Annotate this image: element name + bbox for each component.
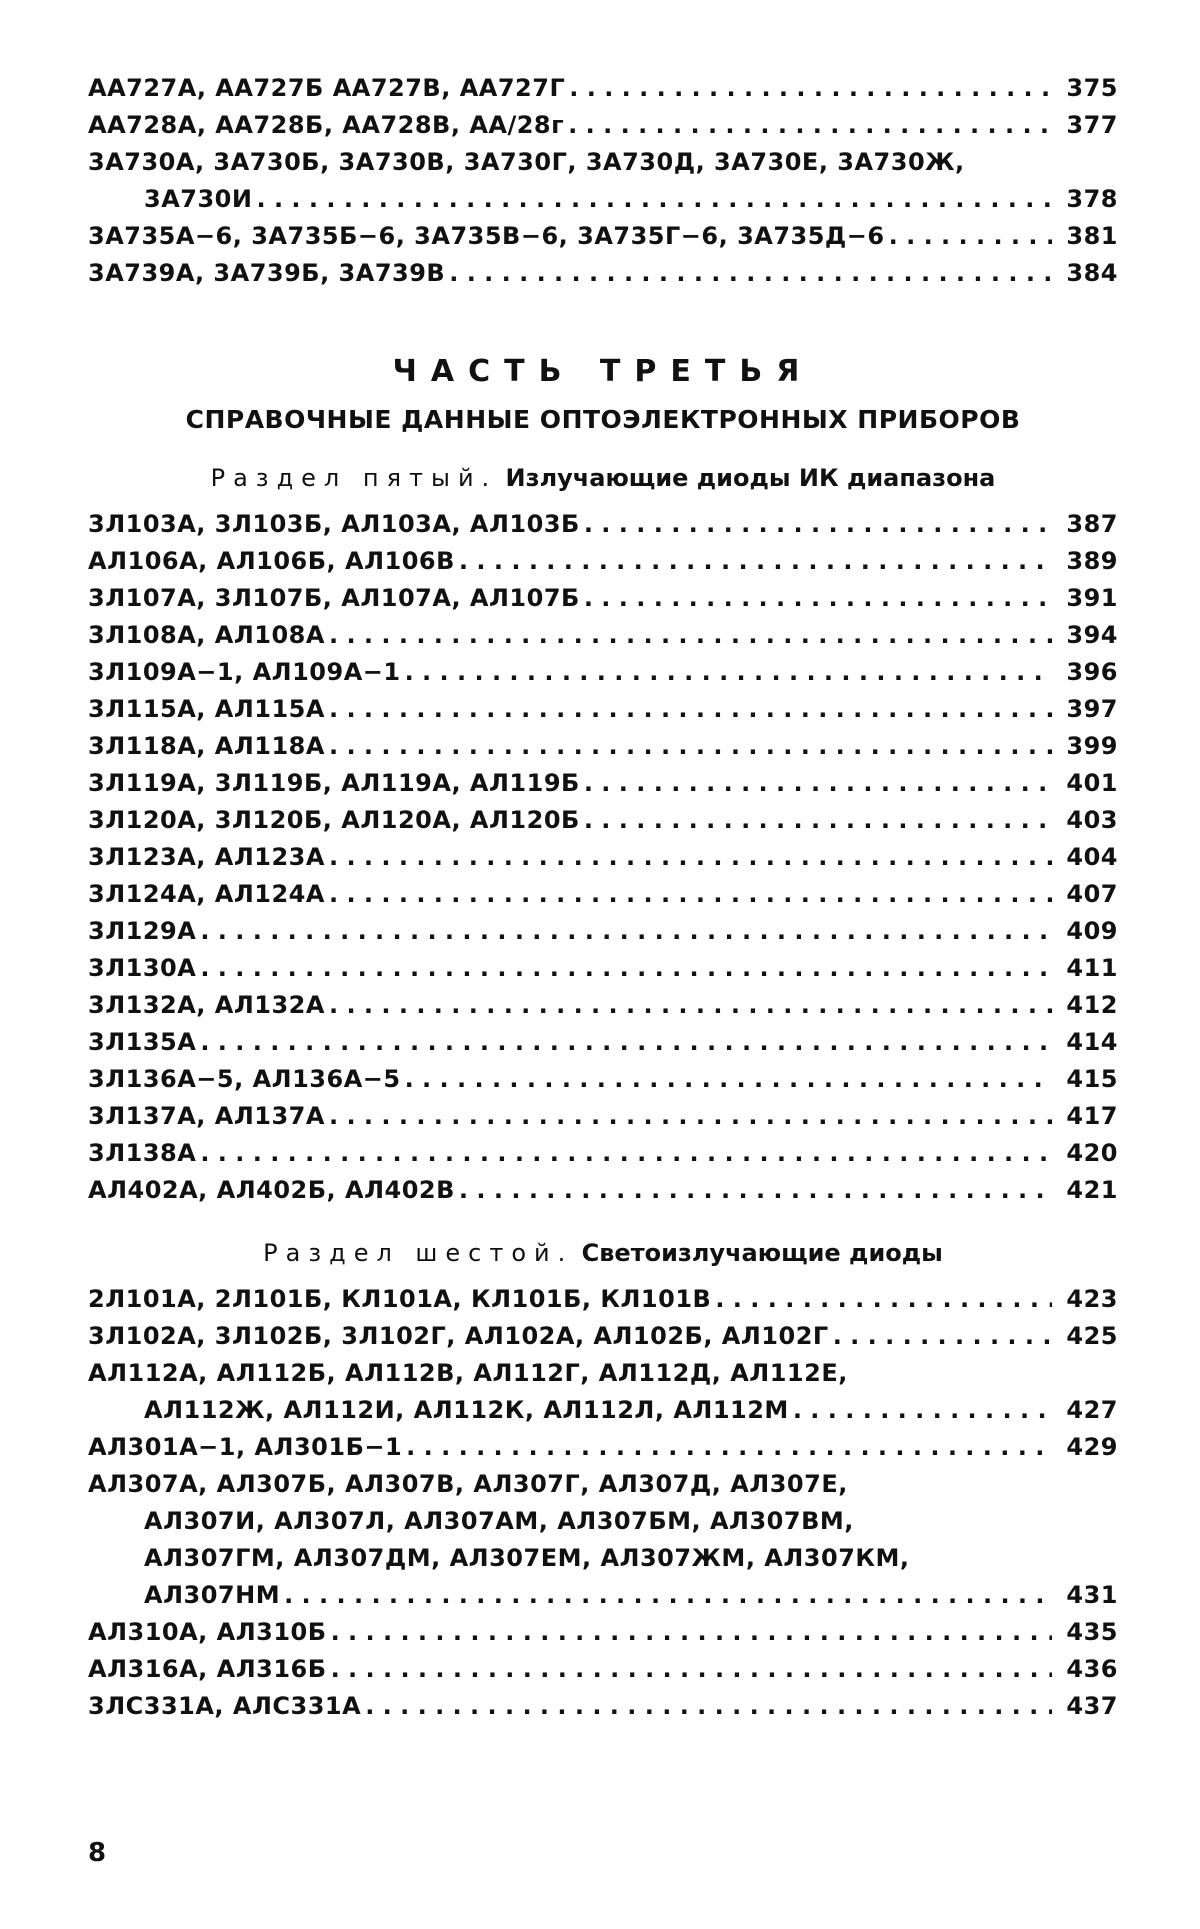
dot-leader: [200, 1135, 1052, 1172]
entry-name: 3Л137А, АЛ137А: [88, 1102, 325, 1130]
toc-entry: [88, 617, 1118, 654]
toc-entry: [88, 1098, 1118, 1135]
entry-page: 409: [1066, 917, 1118, 945]
page-number: 8: [88, 1838, 107, 1868]
entry-name: АА727А, АА727Б АА727В, АА727Г: [88, 74, 566, 102]
entry-name: 3Л120А, 3Л120Б, АЛ120А, АЛ120Б: [88, 806, 580, 834]
entry-name: 3Л102А, 3Л102Б, 3Л102Г, АЛ102А, АЛ102Б, АЛ102Г: [88, 1322, 829, 1350]
entry-page: 431: [1066, 1581, 1118, 1609]
entry-name: 3Л135А: [88, 1028, 197, 1056]
entry-page: 436: [1066, 1655, 1118, 1683]
toc-entry: [88, 1688, 1118, 1725]
entry-page: 423: [1066, 1285, 1118, 1313]
entry-page: 401: [1066, 769, 1118, 797]
dot-leader: [256, 181, 1052, 218]
entry-page: 396: [1066, 658, 1118, 686]
dot-leader: [569, 70, 1052, 107]
toc-entry: [88, 691, 1118, 728]
entry-name-line: АЛ307А, АЛ307Б, АЛ307В, АЛ307Г, АЛ307Д, АЛ307Е,: [88, 1470, 848, 1498]
toc-entry: [88, 543, 1118, 580]
part-subtitle: СПРАВОЧНЫЕ ДАННЫЕ ОПТОЭЛЕКТРОННЫХ ПРИБОРОВ: [185, 405, 1021, 434]
section-title: Светоизлучающие диоды: [581, 1239, 943, 1267]
dot-leader: [329, 691, 1052, 728]
dot-leader: [200, 1024, 1052, 1061]
toc-entry-multiline: [88, 144, 1118, 218]
entry-name: 3Л119А, 3Л119Б, АЛ119А, АЛ119Б: [88, 769, 580, 797]
entry-name: 3А739А, 3А739Б, 3А739В: [88, 259, 446, 287]
entry-name: 3Л108А, АЛ108А: [88, 621, 325, 649]
dot-leader: [284, 1577, 1052, 1614]
entry-name: АЛ402А, АЛ402Б, АЛ402В: [88, 1176, 455, 1204]
entry-page: 387: [1066, 510, 1118, 538]
toc-entry: [88, 1135, 1118, 1172]
dot-leader: [584, 506, 1052, 543]
section-heading: [88, 464, 1118, 492]
dot-leader: [459, 1172, 1052, 1209]
entry-name: АА728А, АА728Б, АА728В, АА/28г: [88, 111, 565, 139]
dot-leader: [406, 1429, 1052, 1466]
toc-entry: [88, 1651, 1118, 1688]
entry-page: 391: [1066, 584, 1118, 612]
section-label: Раздел пятый.: [210, 464, 498, 492]
entry-page: 421: [1066, 1176, 1118, 1204]
entry-name: 3Л109А−1, АЛ109А−1: [88, 658, 401, 686]
toc-entry: [88, 218, 1118, 255]
entry-name: АЛ316А, АЛ316Б: [88, 1655, 327, 1683]
entry-page: 412: [1066, 991, 1118, 1019]
toc-entry: [88, 876, 1118, 913]
dot-leader: [329, 987, 1052, 1024]
entry-name: 3ЛС331А, АЛС331А: [88, 1692, 362, 1720]
toc-entry: [88, 1061, 1118, 1098]
toc-entry: [88, 802, 1118, 839]
dot-leader: [405, 1061, 1052, 1098]
entry-page: 425: [1066, 1322, 1118, 1350]
entry-page: 384: [1066, 259, 1118, 287]
dot-leader: [459, 543, 1052, 580]
toc-entry-multiline: [88, 1466, 1118, 1614]
dot-leader: [449, 255, 1052, 292]
dot-leader: [331, 1651, 1052, 1688]
entry-name: АЛ106А, АЛ106Б, АЛ106В: [88, 547, 455, 575]
dot-leader: [329, 617, 1052, 654]
entry-name-last: АЛ112Ж, АЛ112И, АЛ112К, АЛ112Л, АЛ112М: [144, 1396, 789, 1424]
entry-name: 3Л136А−5, АЛ136А−5: [88, 1065, 401, 1093]
entry-name: 3Л130А: [88, 954, 197, 982]
part-title: ЧАСТЬ ТРЕТЬЯ: [392, 354, 814, 389]
toc-entry: [88, 913, 1118, 950]
dot-leader: [329, 839, 1052, 876]
entry-page: 394: [1066, 621, 1118, 649]
entry-name-last: АЛ307НМ: [144, 1581, 281, 1609]
toc-entry: [88, 506, 1118, 543]
entry-page: 420: [1066, 1139, 1118, 1167]
toc-entry: [88, 70, 1118, 107]
dot-leader: [329, 1098, 1052, 1135]
toc-entry: [88, 987, 1118, 1024]
toc-entry: [88, 580, 1118, 617]
section-label: Раздел шестой.: [263, 1239, 574, 1267]
entry-name: АЛ310А, АЛ310Б: [88, 1618, 327, 1646]
entry-name: 3Л138А: [88, 1139, 197, 1167]
toc-entry: [88, 1172, 1118, 1209]
entry-page: 417: [1066, 1102, 1118, 1130]
entry-name: 3А735А−6, 3А735Б−6, 3А735В−6, 3А735Г−6, 3А735Д−6: [88, 222, 885, 250]
entry-page: 404: [1066, 843, 1118, 871]
dot-leader: [200, 913, 1052, 950]
entry-page: 403: [1066, 806, 1118, 834]
entry-name: 3Л132А, АЛ132А: [88, 991, 325, 1019]
entry-page: 435: [1066, 1618, 1118, 1646]
entry-page: 437: [1066, 1692, 1118, 1720]
dot-leader: [715, 1281, 1052, 1318]
entry-name-line: АЛ307И, АЛ307Л, АЛ307АМ, АЛ307БМ, АЛ307ВМ,: [144, 1507, 854, 1535]
entry-name-line: АЛ112А, АЛ112Б, АЛ112В, АЛ112Г, АЛ112Д, АЛ112Е,: [88, 1359, 848, 1387]
entry-name: 2Л101А, 2Л101Б, КЛ101А, КЛ101Б, КЛ101В: [88, 1285, 712, 1313]
dot-leader: [584, 765, 1052, 802]
entry-page: 411: [1066, 954, 1118, 982]
entry-page: 375: [1066, 74, 1118, 102]
dot-leader: [584, 802, 1052, 839]
dot-leader: [405, 654, 1052, 691]
toc-entry: [88, 950, 1118, 987]
toc-entry: [88, 1318, 1118, 1355]
toc-entry: [88, 654, 1118, 691]
dot-leader: [833, 1318, 1052, 1355]
toc-entry: [88, 1024, 1118, 1061]
entry-page: 377: [1066, 111, 1118, 139]
entry-page: 427: [1066, 1396, 1118, 1424]
entry-name: 3Л118А, АЛ118А: [88, 732, 325, 760]
entry-page: 397: [1066, 695, 1118, 723]
dot-leader: [329, 728, 1052, 765]
dot-leader: [584, 580, 1052, 617]
entry-name-line: АЛ307ГМ, АЛ307ДМ, АЛ307ЕМ, АЛ307ЖМ, АЛ307КМ,: [144, 1544, 910, 1572]
dot-leader: [331, 1614, 1052, 1651]
dot-leader: [200, 950, 1052, 987]
toc-entry: [88, 1281, 1118, 1318]
toc-entry-multiline: [88, 1355, 1118, 1429]
entry-name: 3Л124А, АЛ124А: [88, 880, 325, 908]
section-entries: [88, 506, 1118, 1209]
toc-entry: [88, 255, 1118, 292]
entry-page: 389: [1066, 547, 1118, 575]
entry-page: 414: [1066, 1028, 1118, 1056]
dot-leader: [889, 218, 1052, 255]
table-of-contents: [88, 70, 1118, 1725]
toc-entry: [88, 728, 1118, 765]
entry-name-last: 3А730И: [144, 185, 253, 213]
dot-leader: [365, 1688, 1052, 1725]
entry-page: 415: [1066, 1065, 1118, 1093]
toc-entry: [88, 839, 1118, 876]
entry-page: 429: [1066, 1433, 1118, 1461]
entry-name: АЛ301А−1, АЛ301Б−1: [88, 1433, 403, 1461]
dot-leader: [568, 107, 1052, 144]
entry-page: 399: [1066, 732, 1118, 760]
toc-entry: [88, 1614, 1118, 1651]
toc-entry: [88, 765, 1118, 802]
entry-page: 381: [1066, 222, 1118, 250]
section-heading: [88, 1239, 1118, 1267]
entry-name: 3Л103А, 3Л103Б, АЛ103А, АЛ103Б: [88, 510, 580, 538]
entry-name: 3Л129А: [88, 917, 197, 945]
dot-leader: [793, 1392, 1052, 1429]
section-title: Излучающие диоды ИК диапазона: [505, 464, 996, 492]
toc-entry: [88, 107, 1118, 144]
entry-name-line: 3А730А, 3А730Б, 3А730В, 3А730Г, 3А730Д, 3А730Е, 3А730Ж,: [88, 148, 965, 176]
entry-page: 407: [1066, 880, 1118, 908]
dot-leader: [329, 876, 1052, 913]
entry-name: 3Л123А, АЛ123А: [88, 843, 325, 871]
entry-name: 3Л115А, АЛ115А: [88, 695, 325, 723]
entry-name: 3Л107А, 3Л107Б, АЛ107А, АЛ107Б: [88, 584, 580, 612]
entry-page: 378: [1066, 185, 1118, 213]
toc-entry: [88, 1429, 1118, 1466]
